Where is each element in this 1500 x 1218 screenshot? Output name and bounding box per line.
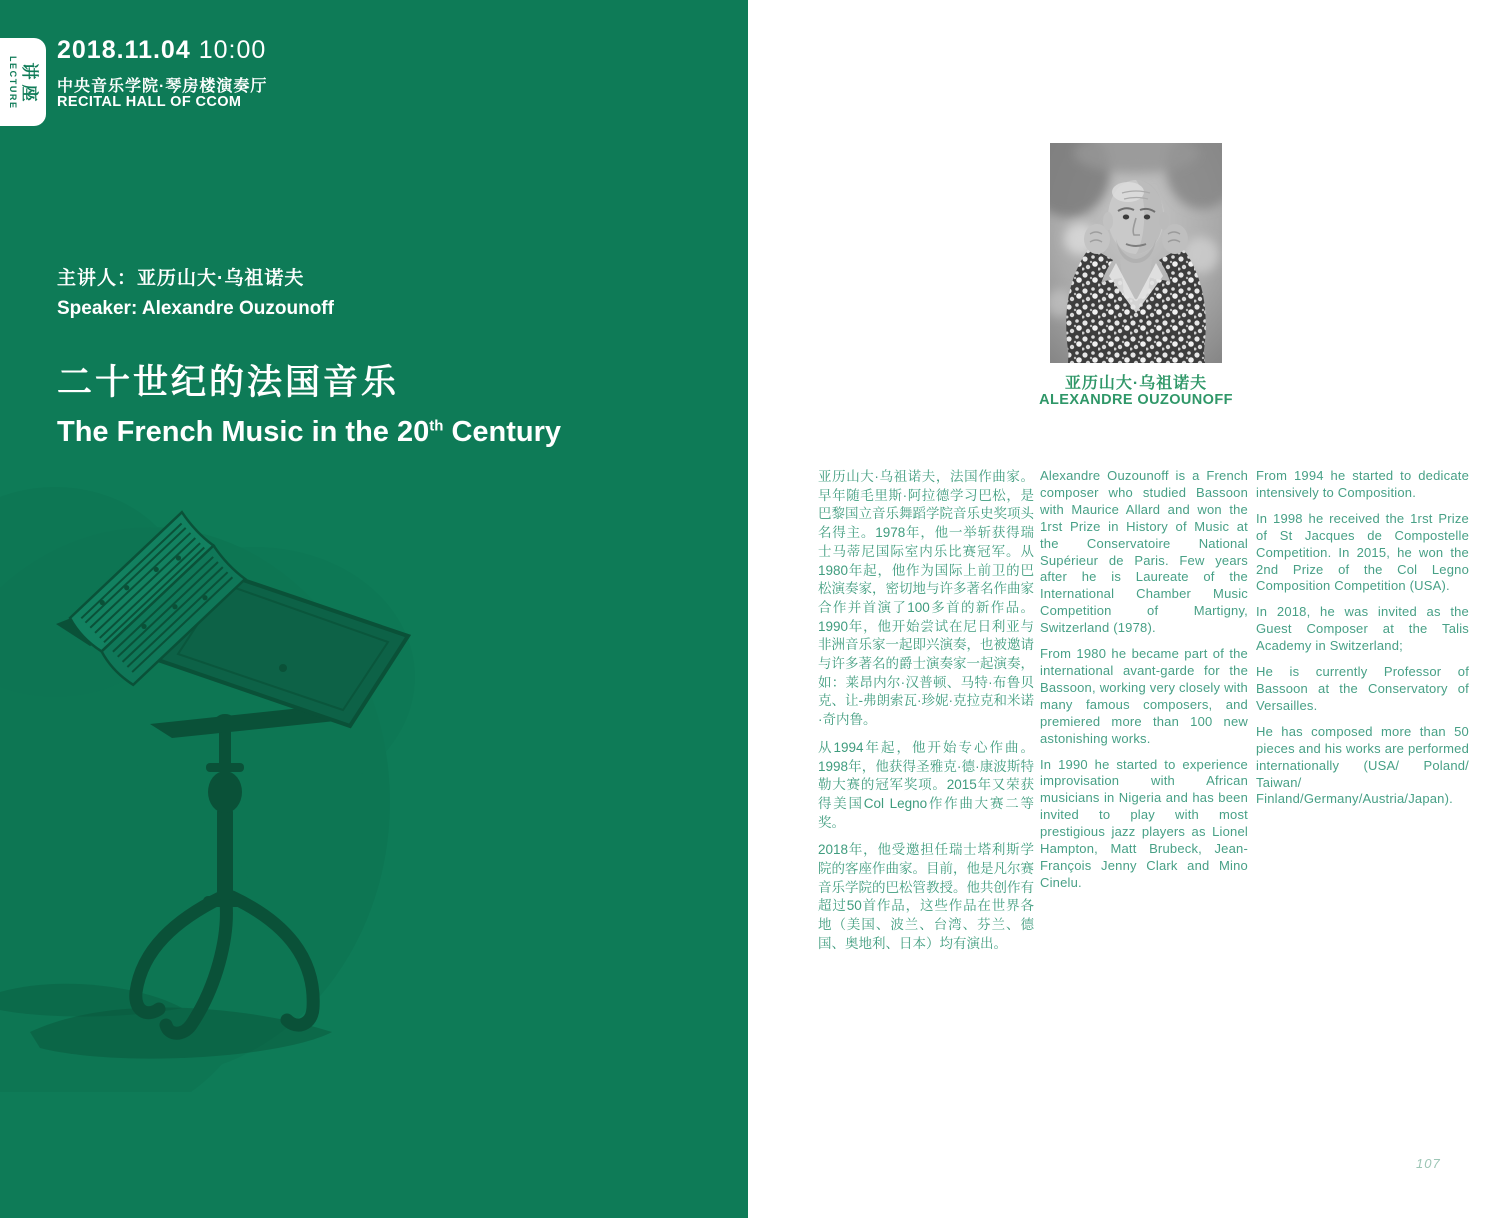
event-datetime [57,36,266,65]
bio-paragraph: 2018年，他受邀担任瑞士塔利斯学院的客座作曲家。目前，他是凡尔赛音乐学院的巴松管教授。他共创作有超过50首作品，这些作品在世界各地（美国、波兰、台湾、芬兰、德国、奥地利、日本）均有演出。 [818,842,1034,951]
bio-paragraph: He is currently Professor of Bassoon at the Conservatory of Versailles. [1256,664,1469,713]
bio-column-en-1 [1040,468,1248,901]
bio-paragraph: In 2018, he was invited as the Guest Composer at the Talis Academy in Switzerland; [1256,604,1469,654]
speaker-line-cn: 主讲人：亚历山大·乌祖诺夫 [57,268,305,289]
bio-paragraph: From 1980 he became part of the international avant-garde for the Bassoon, working very closely with many famous composers, and premiered more than 100 new astonishing works. [1040,646,1248,746]
event-time: 10:00 [198,36,267,64]
lecture-title-block [57,360,561,454]
bio-paragraph: 从1994年起，他开始专心作曲。1998年，他获得圣雅克·德·康波斯特勒大赛的冠军奖项。2015年又荣获得美国Col Legno作作曲大赛二等奖。 [818,739,1034,830]
speaker-line-en: Speaker: Alexandre Ouzounoff [57,298,334,319]
lecture-title-en [57,410,561,454]
event-date: 2018.11.04 [57,36,191,64]
title-en-text: The French Music in the 20 [57,416,430,448]
bio-paragraph: Alexandre Ouzounoff is a French composer who studied Bassoon with Maurice Allard and won the 1rst Prize in History of Music at the Conservatoire National Supérieur de Paris. Few years after he is Laureate of the International Chamber Music Competition of Martigny, Switzerland (1978). [1040,468,1248,636]
music-stand-illustration [0,472,470,1092]
title-en-superscript: th [429,417,444,435]
portrait-photo [1050,143,1222,363]
venue-en: RECITAL HALL OF CCOM [57,94,242,110]
bio-paragraph: In 1990 he started to experience improvisation with African musicians in Nigeria and has been invited to play with most prestigious jazz players as Lionel Hampton, Matt Brubeck, Jean-François Jenny Clark and Mino Cinelu. [1040,756,1248,890]
bio-paragraph: From 1994 he started to dedicate intensively to Composition. [1256,468,1469,500]
speaker-block [57,264,334,324]
page-number: 107 [1416,1156,1441,1171]
bio-column-cn [818,468,1034,963]
bio-column-en-2 [1256,468,1469,817]
venue-cn: 中央音乐学院·琴房楼演奏厅 [57,78,268,95]
lecture-page [0,0,748,1218]
portrait-caption-cn: 亚历山大·乌祖诺夫 [1064,375,1208,392]
bio-page [748,0,1500,1218]
bio-paragraph: He has composed more than 50 pieces and his works are performed internationally (USA/ Poland/ Taiwan/ Finland/Germany/Austria/Japan). [1256,723,1469,807]
lecture-tab [0,38,46,126]
lecture-tab-label-cn: 讲座 [20,62,39,107]
portrait-caption-en: ALEXANDRE OUZOUNOFF [1039,392,1233,408]
lecture-title-cn: 二十世纪的法国音乐 [57,363,400,402]
title-en-text-end: Century [443,416,562,448]
lecture-tab-label-en: LECTURE [8,55,18,110]
bio-paragraph: In 1998 he received the 1rst Prize of St Jacques de Compostelle Competition. In 2015, he won the 2nd Prize of the Col Legno Composition Competition (USA). [1256,510,1469,594]
bio-paragraph: 亚历山大·乌祖诺夫，法国作曲家。早年随毛里斯·阿拉德学习巴松，是巴黎国立音乐舞蹈学院音乐史奖项头名得主。1978年，他一举斩获得瑞士马蒂尼国际室内乐比赛冠军。从1980年起，他作为国际上前卫的巴松演奏家，密切地与许多著名作曲家合作并首演了100多首的新作品。1990年，他开始尝试在尼日利亚与非洲音乐家一起即兴演奏，也被邀请与许多著名的爵士演奏家一起演奏，如：莱昂内尔·汉普顿、马特·布鲁贝克、让-弗朗索瓦·珍妮·克拉克和米诺·奇内鲁。 [818,469,1034,728]
